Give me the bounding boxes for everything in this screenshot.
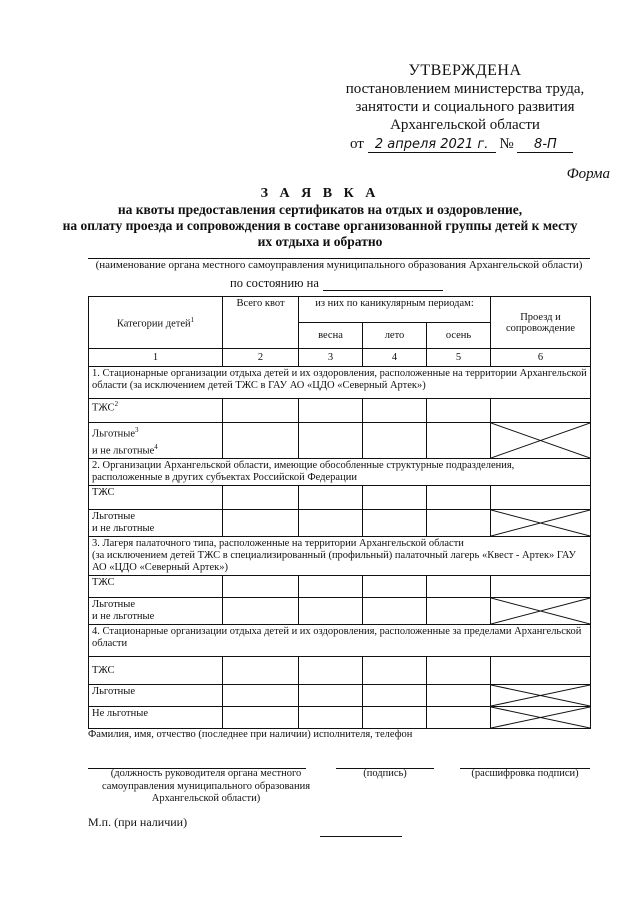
executor-info-label: Фамилия, имя, отчество (последнее при наличии) исполнителя, телефон [88, 729, 413, 740]
table-cell[interactable] [427, 486, 491, 510]
table-cell[interactable] [491, 576, 591, 598]
table-cell[interactable] [363, 598, 427, 625]
table-cell[interactable] [363, 707, 427, 729]
approval-title: УТВЕРЖДЕНА [408, 62, 522, 79]
as-of-input[interactable] [323, 278, 443, 291]
approval-block [330, 62, 600, 134]
row-label: Льготные [89, 685, 223, 707]
org-name-caption: (наименование органа местного самоуправления муниципального образования Архангельской области) [95, 259, 583, 271]
table-cell[interactable] [299, 399, 363, 423]
table-cell[interactable] [223, 510, 299, 537]
table-cell[interactable] [427, 576, 491, 598]
col-num-1: 1 [89, 349, 223, 367]
table-cell[interactable] [491, 486, 591, 510]
row-label: ТЖС$^2$ [89, 399, 223, 423]
table-cell[interactable] [427, 685, 491, 707]
table-cell[interactable] [363, 657, 427, 685]
table-cell[interactable] [491, 657, 591, 685]
table-cell[interactable] [299, 510, 363, 537]
table-cell[interactable] [363, 399, 427, 423]
table-cell[interactable] [299, 657, 363, 685]
row-label: Льготные$^3$ и не льготные$^4$ [89, 423, 223, 459]
quota-table [88, 296, 591, 729]
table-cell[interactable] [363, 510, 427, 537]
as-of-label: по состоянию на [230, 276, 319, 290]
header-spring: весна [299, 323, 363, 349]
table-cell[interactable] [223, 423, 299, 459]
table-cell[interactable] [223, 486, 299, 510]
section-2-heading: 2. Организации Архангельской области, имеющие обособленные структурные подразделения, расположенные в других субъектах Российской Федерации [89, 459, 591, 486]
table-cell[interactable] [363, 576, 427, 598]
header-autumn: осень [427, 323, 491, 349]
position-caption: (должность руководителя органа местного самоуправления муниципального образования Архангельской области) [101, 768, 311, 804]
row-label: Не льготные [89, 707, 223, 729]
signature-caption: (подпись) [363, 768, 407, 779]
approval-line-3: занятости и социального развития [355, 99, 575, 115]
table-cell[interactable] [223, 576, 299, 598]
header-travel: Проезд и сопровождение [491, 297, 591, 349]
signature-decode-caption: (расшифровка подписи) [471, 768, 579, 779]
table-cell[interactable] [427, 423, 491, 459]
table-cell[interactable] [223, 707, 299, 729]
approval-date-line [350, 136, 610, 153]
row-label: Льготные и не льготные [89, 598, 223, 625]
table-cell[interactable] [223, 657, 299, 685]
crossed-out-cell [491, 685, 591, 707]
crossed-out-cell [491, 598, 591, 625]
crossed-out-cell [491, 423, 591, 459]
number-prefix: № [499, 136, 514, 152]
document-title [40, 186, 600, 250]
as-of-field [230, 276, 443, 291]
table-cell[interactable] [363, 423, 427, 459]
table-cell[interactable] [299, 685, 363, 707]
form-label: Форма [566, 166, 610, 182]
col-num-3: 3 [299, 349, 363, 367]
title-line-3: их отдыха и обратно [257, 234, 383, 249]
col-num-4: 4 [363, 349, 427, 367]
col-num-6: 6 [491, 349, 591, 367]
table-cell[interactable] [223, 685, 299, 707]
table-cell[interactable] [363, 486, 427, 510]
crossed-out-cell [491, 707, 591, 729]
row-label: ТЖС [89, 486, 223, 510]
stamp-label: М.п. (при наличии) [88, 815, 188, 829]
title-word: З А Я В К А [260, 186, 380, 201]
table-cell[interactable] [427, 657, 491, 685]
header-total: Всего квот [223, 297, 299, 349]
table-cell[interactable] [491, 399, 591, 423]
col-num-5: 5 [427, 349, 491, 367]
table-cell[interactable] [427, 510, 491, 537]
row-label: ТЖС [89, 657, 223, 685]
table-cell[interactable] [363, 685, 427, 707]
header-summer: лето [363, 323, 427, 349]
title-line-2: на оплату проезда и сопровождения в составе организованной группы детей к месту [62, 218, 578, 233]
crossed-out-cell [491, 510, 591, 537]
table-cell[interactable] [299, 423, 363, 459]
title-line-1: на квоты предоставления сертификатов на отдых и оздоровление, [117, 202, 523, 217]
section-3-heading: 3. Лагеря палаточного типа, расположенные на территории Архангельской области (за исключением детей ТЖС в специализированный (профильный) палаточный лагерь «Квест - Артек» ГАУ АО «ЦДО «Северный Артек») [89, 537, 591, 576]
approval-line-2: постановлением министерства труда, [345, 81, 585, 97]
date-prefix: от [350, 136, 364, 152]
row-label: ТЖС [89, 576, 223, 598]
table-cell[interactable] [299, 486, 363, 510]
header-periods: из них по каникулярным периодам: [299, 297, 491, 323]
table-cell[interactable] [299, 707, 363, 729]
table-cell[interactable] [427, 707, 491, 729]
approval-line-4: Архангельской области [390, 117, 540, 133]
approval-number: 8-П [517, 137, 573, 153]
table-cell[interactable] [223, 598, 299, 625]
approval-date: 2 апреля 2021 г. [368, 137, 496, 153]
table-cell[interactable] [427, 598, 491, 625]
header-category: Категории детей$^1$ [89, 297, 223, 349]
table-cell[interactable] [299, 576, 363, 598]
col-num-2: 2 [223, 349, 299, 367]
table-cell[interactable] [427, 399, 491, 423]
section-1-heading: 1. Стационарные организации отдыха детей и их оздоровления, расположенные на территории Архангельской области (за исключением детей ТЖС в ГАУ АО «ЦДО «Северный Артек») [89, 367, 591, 399]
table-cell[interactable] [299, 598, 363, 625]
section-4-heading: 4. Стационарные организации отдыха детей и их оздоровления, расположенные за пределами Архангельской области [89, 625, 591, 657]
row-label: Льготные и не льготные [89, 510, 223, 537]
stamp-line [320, 836, 402, 837]
table-cell[interactable] [223, 399, 299, 423]
